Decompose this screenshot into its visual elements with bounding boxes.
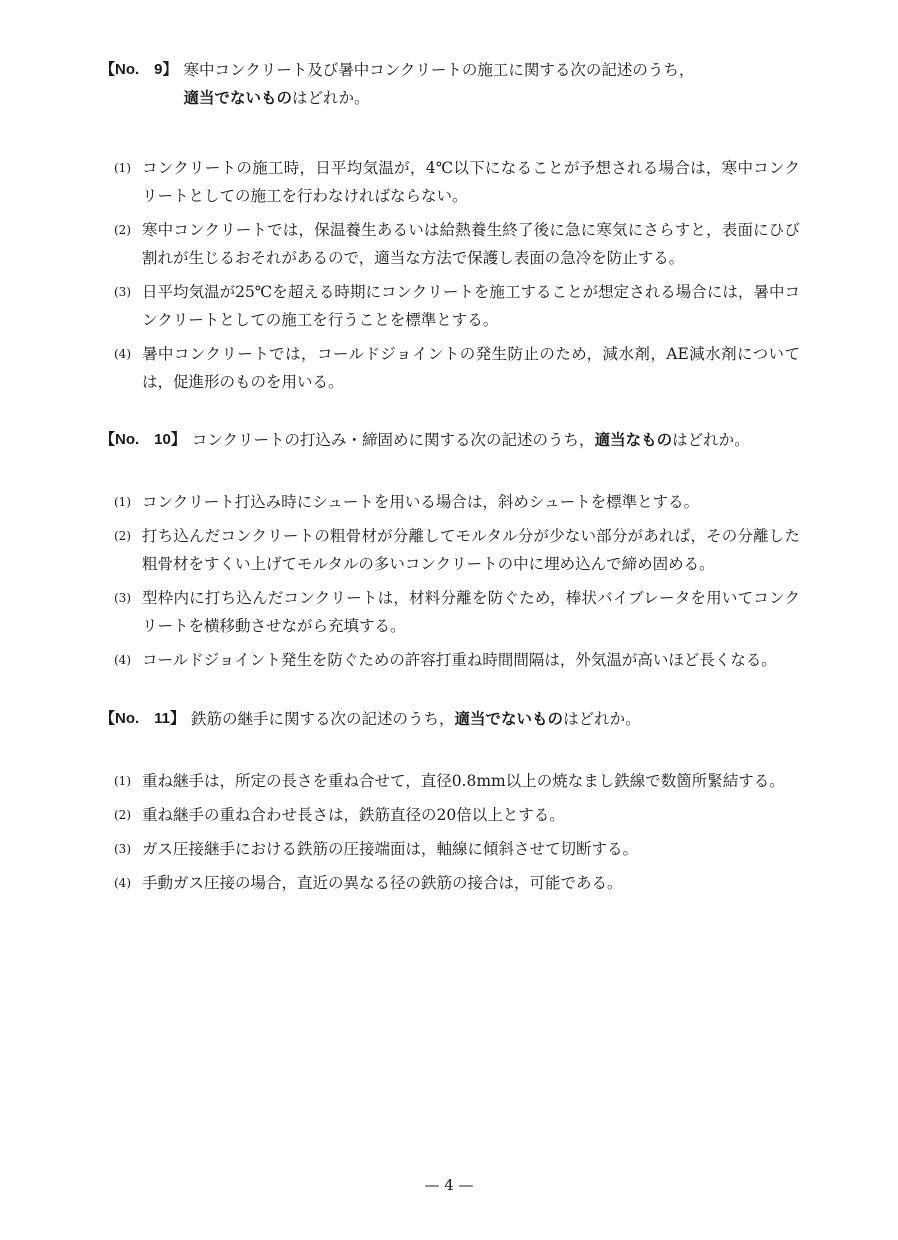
option-text: 型枠内に打ち込んだコンクリートは，材料分離を防ぐため，棒状バイブレータを用いてコンクリートを横移動させながら充填する。 [142, 589, 800, 635]
stem-emphasis: 適当でないもの [183, 89, 293, 107]
question-10 [100, 426, 800, 674]
option-2 [100, 216, 800, 272]
option-1 [100, 488, 800, 516]
option-number: (2) [114, 808, 131, 822]
question-number: 【No. 10】 [100, 431, 186, 448]
question-stem [191, 705, 800, 733]
option-1 [100, 767, 800, 795]
option-text: ガス圧接継手における鉄筋の圧接端面は，軸線に傾斜させて切断する。 [142, 840, 639, 858]
option-text: コンクリートの施工時，日平均気温が，4℃以下になることが予想される場合は，寒中コンクリートとしての施工を行わなければならない。 [142, 159, 800, 205]
option-text: 暑中コンクリートでは，コールドジョイントの発生防止のため，減水剤，AE減水剤については，促進形のものを用いる。 [142, 345, 800, 391]
question-9 [100, 56, 800, 396]
stem-text: コンクリートの打込み・締固めに関する次の記述のうち， [191, 431, 595, 449]
option-number: (1) [114, 495, 131, 509]
stem-emphasis: 適当なもの [594, 431, 673, 449]
question-stem [192, 426, 800, 454]
option-number: (1) [114, 774, 131, 788]
option-number: (3) [114, 842, 131, 856]
option-4 [100, 869, 800, 897]
option-text: 打ち込んだコンクリートの粗骨材が分離してモルタル分が少ない部分があれば，その分離した粗骨材をすくい上げてモルタルの多いコンクリートの中に埋め込んで締め固める。 [142, 527, 800, 573]
stem-ending: はどれか。 [292, 89, 370, 107]
option-text: 寒中コンクリートでは，保温養生あるいは給熱養生終了後に急に寒気にさらすと，表面にひび割れが生じるおそれがあるので，適当な方法で保護し表面の急冷を防止する。 [142, 221, 800, 267]
question-11 [100, 705, 800, 897]
options-list [100, 154, 800, 396]
option-text: コールドジョイント発生を防ぐための許容打重ね時間間隔は，外気温が高いほど長くなる。 [142, 651, 777, 669]
option-text: コンクリート打込み時にシュートを用いる場合は，斜めシュートを標準とする。 [142, 493, 700, 511]
option-3 [100, 278, 800, 334]
question-header [100, 426, 800, 454]
option-number: (1) [114, 161, 131, 175]
question-header [100, 56, 800, 112]
stem-text: 寒中コンクリート及び暑中コンクリートの施工に関する次の記述のうち， [183, 61, 695, 79]
option-1 [100, 154, 800, 210]
option-number: (3) [114, 591, 131, 605]
option-number: (2) [114, 223, 131, 237]
option-4 [100, 340, 800, 396]
option-3 [100, 835, 800, 863]
option-text: 手動ガス圧接の場合，直近の異なる径の鉄筋の接合は，可能である。 [142, 874, 623, 892]
option-text: 日平均気温が25℃を超える時期にコンクリートを施工することが想定される場合には，暑中コンクリートとしての施工を行うことを標準とする。 [142, 283, 800, 329]
option-number: (4) [114, 347, 131, 361]
option-number: (4) [114, 653, 131, 667]
option-4 [100, 646, 800, 674]
option-2 [100, 801, 800, 829]
option-text: 重ね継手の重ね合わせ長さは，鉄筋直径の20倍以上とする。 [142, 806, 565, 824]
options-list [100, 488, 800, 674]
stem-ending: はどれか。 [563, 710, 641, 728]
option-number: (2) [114, 529, 131, 543]
option-number: (3) [114, 285, 131, 299]
options-list [100, 767, 800, 897]
option-3 [100, 584, 800, 640]
question-number: 【No. 9】 [100, 61, 178, 78]
page-number: — 4 — [424, 1176, 474, 1194]
stem-text: 鉄筋の継手に関する次の記述のうち， [191, 710, 455, 728]
option-2 [100, 522, 800, 578]
question-stem [184, 56, 800, 112]
question-header [100, 705, 800, 733]
option-number: (4) [114, 876, 131, 890]
stem-ending: はどれか。 [672, 431, 750, 449]
stem-emphasis: 適当でないもの [454, 710, 564, 728]
option-text: 重ね継手は，所定の長さを重ね合せて，直径0.8mm以上の焼なまし鉄線で数箇所緊結する。 [142, 772, 785, 790]
question-number: 【No. 11】 [100, 710, 186, 727]
